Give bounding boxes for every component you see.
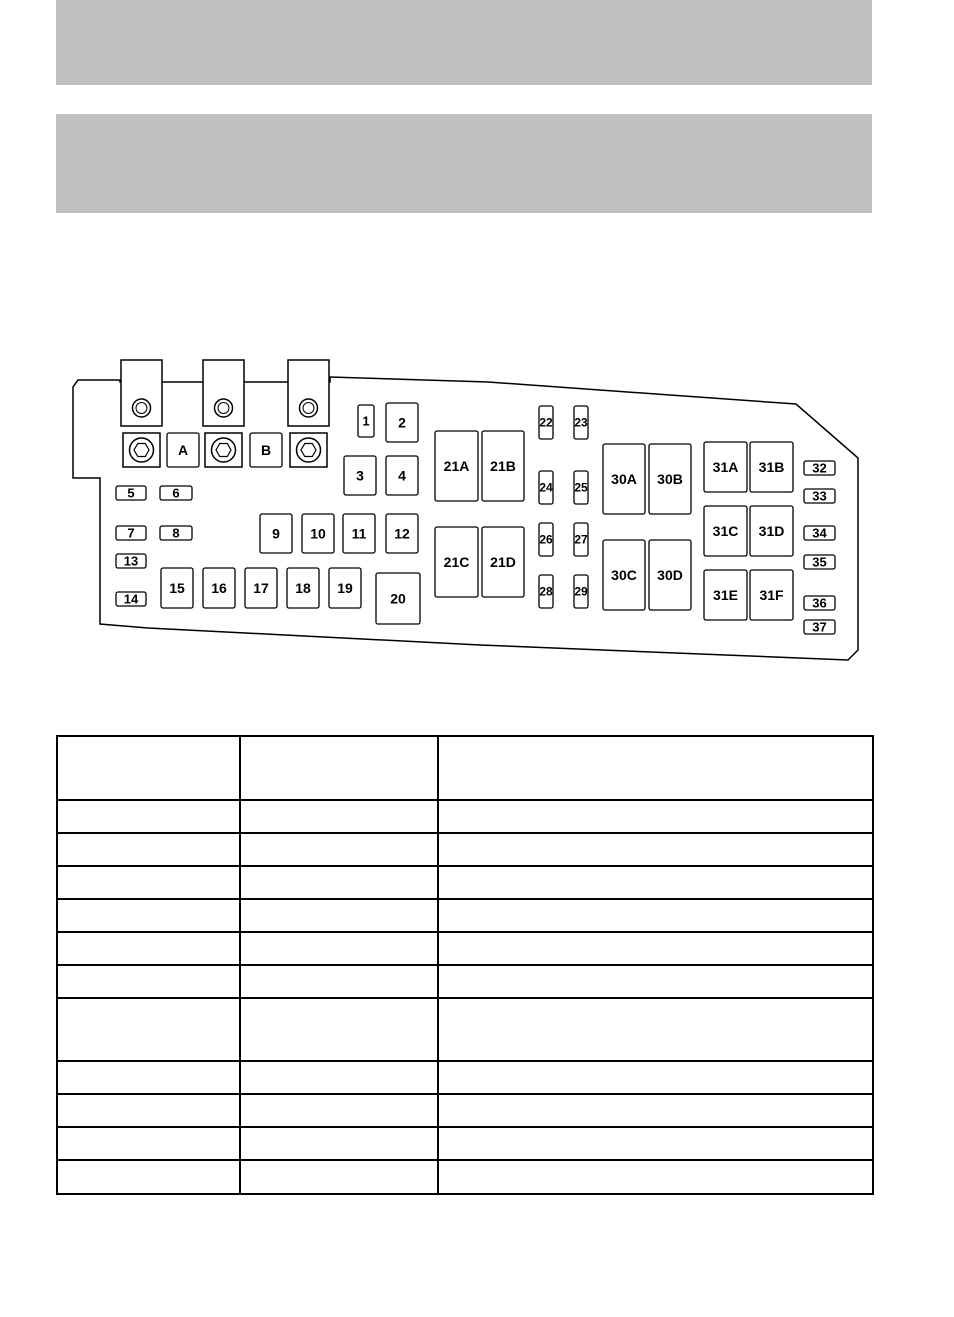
fuse-slot-label: 10 — [310, 525, 326, 542]
table-cell — [57, 1061, 240, 1094]
table-cell — [57, 998, 240, 1061]
bolt-terminal-2 — [203, 360, 244, 467]
table-cell — [438, 1061, 873, 1094]
fuse-slot-3 — [344, 456, 376, 495]
table-cell — [438, 800, 873, 833]
fuse-slot-30a — [603, 444, 645, 514]
table-cell — [57, 899, 240, 932]
table-row — [57, 800, 873, 833]
fuse-slot-label: 31E — [713, 587, 738, 603]
fuse-slot-4 — [386, 456, 418, 495]
fuse-slot-label: 28 — [539, 584, 553, 599]
table-cell — [438, 899, 873, 932]
fuse-slot-label: 16 — [211, 580, 227, 596]
fuse-slot-label: 34 — [812, 525, 827, 541]
fuse-slot-b — [250, 433, 282, 467]
fuse-slot-31b — [750, 442, 793, 492]
table-cell — [240, 833, 438, 866]
table-cell — [57, 800, 240, 833]
fuse-slot-17 — [245, 568, 277, 608]
fuse-table — [56, 735, 874, 1195]
fuse-slot-label: 20 — [390, 590, 406, 607]
table-header-row — [57, 736, 873, 800]
fuse-slot-label: 19 — [337, 580, 353, 596]
fuse-slot-15 — [161, 568, 193, 608]
fuse-slot-label: 3 — [356, 467, 364, 484]
fuse-slot-10 — [302, 514, 334, 553]
fuse-slot-27 — [574, 523, 588, 556]
bolt-mounts — [121, 360, 329, 467]
bolt-terminal-1 — [121, 360, 162, 467]
table-cell — [438, 866, 873, 899]
fuse-slot-5 — [116, 486, 146, 501]
fuse-slot-label: 29 — [574, 584, 588, 599]
fuse-slot-1 — [358, 405, 374, 437]
fuse-slot-label: 30D — [657, 567, 683, 583]
fuse-slot-label: 36 — [812, 595, 827, 611]
fuse-slot-13 — [116, 554, 146, 569]
fuse-slot-label: 31C — [712, 523, 739, 539]
fuse-slot-label: 30B — [657, 471, 683, 487]
table-cell — [240, 800, 438, 833]
table-cell — [57, 932, 240, 965]
fuse-slot-9 — [260, 514, 292, 553]
table-cell — [438, 998, 873, 1061]
fuse-slot-label: 12 — [394, 525, 410, 542]
fuse-slot-11 — [343, 514, 375, 553]
fuse-slot-30c — [603, 540, 645, 610]
fuse-slot-label: 27 — [574, 532, 588, 547]
fuse-slot-label: 21D — [490, 554, 516, 570]
table-row — [57, 866, 873, 899]
table-cell — [438, 1160, 873, 1194]
fuse-slot-6 — [160, 486, 192, 501]
fuse-slot-label: 31F — [759, 587, 784, 603]
table-cell — [57, 866, 240, 899]
fuse-slot-32 — [804, 461, 835, 476]
fuse-slot-label: 35 — [812, 554, 827, 570]
fuse-slot-20 — [376, 573, 420, 624]
table-cell — [57, 1160, 240, 1194]
fuse-slot-label: 8 — [172, 525, 180, 541]
fuse-slot-label: 6 — [172, 485, 180, 501]
table-row — [57, 965, 873, 998]
fuse-slot-12 — [386, 514, 418, 553]
table-cell — [240, 1094, 438, 1127]
fuse-slot-31e — [704, 570, 747, 620]
fuse-slot-label: A — [177, 442, 189, 458]
fuse-slot-label: 11 — [351, 525, 367, 542]
table-row — [57, 1094, 873, 1127]
fuse-slot-label: 31D — [758, 523, 785, 539]
fuse-slot-18 — [287, 568, 319, 608]
fuse-slot-23 — [574, 406, 588, 439]
table-row — [57, 1160, 873, 1194]
table-row — [57, 1061, 873, 1094]
table-row — [57, 932, 873, 965]
table-cell — [438, 833, 873, 866]
table-cell — [240, 932, 438, 965]
fuse-slot-label: 21C — [443, 554, 470, 570]
table-cell — [57, 965, 240, 998]
table-cell — [57, 833, 240, 866]
table-cell — [240, 1061, 438, 1094]
fuse-slot-label: 21B — [490, 458, 516, 474]
fuse-slot-label: 9 — [272, 525, 280, 542]
table-cell — [57, 1127, 240, 1160]
table-cell — [57, 1094, 240, 1127]
table-row — [57, 998, 873, 1061]
table-cell — [240, 736, 438, 800]
fuse-slot-label: 22 — [539, 415, 553, 430]
fuse-slot-8 — [160, 526, 192, 541]
fuse-slot-label: 7 — [127, 525, 135, 541]
fuse-slot-label: 30A — [611, 471, 637, 487]
fuse-slot-33 — [804, 489, 835, 504]
table-cell — [240, 965, 438, 998]
fuse-slot-29 — [574, 575, 588, 608]
table-cell — [438, 1094, 873, 1127]
fuse-slot-31f — [750, 570, 793, 620]
fuse-slot-36 — [804, 596, 835, 611]
fuse-slot-28 — [539, 575, 553, 608]
fuse-slot-label: 18 — [295, 580, 311, 596]
fuse-slot-a — [167, 433, 199, 467]
fuse-slot-label: 2 — [398, 414, 406, 431]
table-row — [57, 833, 873, 866]
table-cell — [240, 998, 438, 1061]
fuse-slot-label: 13 — [123, 553, 139, 569]
fuse-slot-21a — [435, 431, 478, 501]
fuse-slot-label: 14 — [123, 591, 139, 607]
fuse-slot-21b — [482, 431, 524, 501]
table-cell — [438, 1127, 873, 1160]
fuse-slot-21c — [435, 527, 478, 597]
fuse-slot-label: B — [260, 442, 272, 458]
fuse-slot-label: 25 — [574, 480, 588, 495]
fuse-slot-label: 21A — [443, 458, 470, 474]
fuse-slot-30b — [649, 444, 691, 514]
fuse-slot-34 — [804, 526, 835, 541]
fuse-slot-label: 33 — [812, 488, 827, 504]
table-cell — [240, 1160, 438, 1194]
fuse-slot-31d — [750, 506, 793, 556]
fuse-slot-label: 24 — [539, 480, 553, 495]
fuse-slot-31a — [704, 442, 747, 492]
fuse-slot-label: 5 — [127, 485, 135, 501]
fuse-slot-21d — [482, 527, 524, 597]
fuse-slot-label: 1 — [362, 413, 370, 429]
table-row — [57, 899, 873, 932]
table-cell — [240, 1127, 438, 1160]
fuse-slot-label: 30C — [611, 567, 637, 583]
bolt-terminal-3 — [288, 360, 329, 467]
table-cell — [240, 899, 438, 932]
fuse-slot-31c — [704, 506, 747, 556]
fuse-slot-19 — [329, 568, 361, 608]
fuse-slot-7 — [116, 526, 146, 541]
table-row — [57, 1127, 873, 1160]
fuse-slot-label: 26 — [539, 532, 553, 547]
table-cell — [57, 736, 240, 800]
table-cell — [438, 736, 873, 800]
fuse-slot-26 — [539, 523, 553, 556]
fuse-slot-30d — [649, 540, 691, 610]
fuse-slot-label: 4 — [398, 467, 406, 484]
fuse-slot-label: 31B — [758, 459, 785, 475]
fuse-slot-label: 31A — [712, 459, 739, 475]
fuse-slot-37 — [804, 620, 835, 635]
table-cell — [240, 866, 438, 899]
fuse-slot-label: 17 — [253, 580, 269, 596]
fuse-slot-label: 23 — [574, 415, 588, 430]
fuse-slot-16 — [203, 568, 235, 608]
fuse-slot-label: 15 — [169, 580, 185, 596]
fuse-slot-2 — [386, 403, 418, 442]
table-cell — [438, 932, 873, 965]
fuse-slot-14 — [116, 592, 146, 607]
fuse-slot-22 — [539, 406, 553, 439]
fuse-slot-25 — [574, 471, 588, 504]
fuse-slot-35 — [804, 555, 835, 570]
fuse-slot-label: 37 — [812, 619, 827, 635]
fuse-slot-24 — [539, 471, 553, 504]
table-cell — [438, 965, 873, 998]
fuse-slot-label: 32 — [812, 460, 827, 476]
